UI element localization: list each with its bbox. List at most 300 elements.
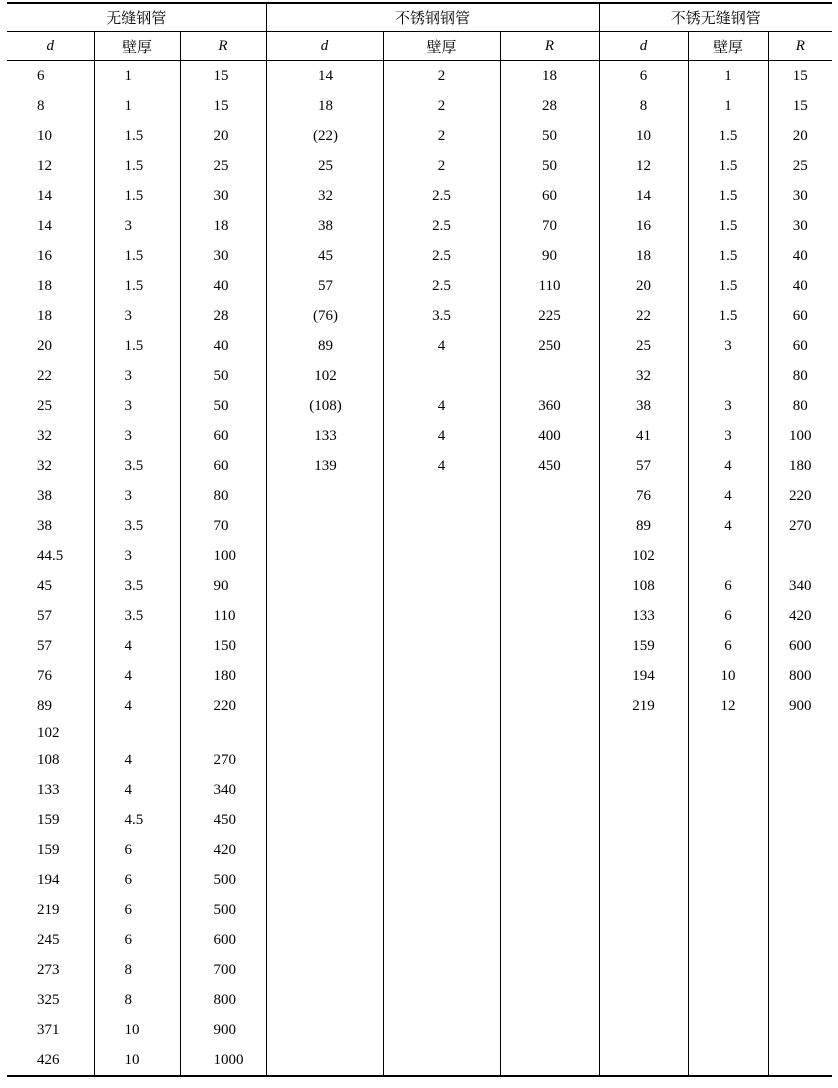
table-row: [7, 895, 832, 925]
cell-d: 32: [37, 457, 52, 474]
cell-wall: [383, 865, 500, 895]
col-header-d: d: [599, 32, 688, 61]
cell-wall: 4: [383, 421, 500, 451]
col-header-wall: 壁厚: [383, 32, 500, 61]
table-row: [7, 271, 832, 301]
table-row: [7, 451, 832, 481]
cell-wall: [383, 691, 500, 721]
cell-wall: 6: [688, 601, 768, 631]
cell-wall: 1.5: [94, 181, 180, 211]
cell-d: 32: [37, 427, 52, 444]
cell-wall: [383, 745, 500, 775]
cell-wall: 1.5: [688, 211, 768, 241]
cell-wall: [688, 1015, 768, 1045]
cell-d: 89: [37, 697, 52, 714]
cell-d: 25: [266, 151, 383, 181]
cell-d: 8: [37, 97, 45, 114]
pipe-bend-radius-table: [7, 2, 832, 1077]
cell-r: 20: [768, 121, 832, 151]
cell-wall: 3: [688, 421, 768, 451]
table-row: [7, 181, 832, 211]
cell-wall: 3: [688, 331, 768, 361]
cell-r: 500: [180, 865, 266, 895]
cell-r: 270: [180, 745, 266, 775]
cell-d: 20: [599, 271, 688, 301]
cell-d: 194: [599, 661, 688, 691]
cell-r: 420: [768, 601, 832, 631]
cell-d: 102: [599, 541, 688, 571]
cell-r: 450: [180, 805, 266, 835]
cell-r: [500, 985, 599, 1015]
cell-d: [599, 895, 688, 925]
cell-d: [599, 1015, 688, 1045]
cell-wall: [688, 721, 768, 745]
cell-wall: 3.5: [383, 301, 500, 331]
cell-wall: 4: [383, 451, 500, 481]
cell-d: 22: [37, 367, 52, 384]
cell-wall: [688, 895, 768, 925]
cell-d: 76: [37, 667, 52, 684]
cell-d: 38: [37, 487, 52, 504]
cell-d: [599, 865, 688, 895]
table-row: [7, 211, 832, 241]
cell-r: 900: [768, 691, 832, 721]
cell-d: 45: [37, 577, 52, 594]
cell-d: 18: [599, 241, 688, 271]
cell-wall: 2.5: [383, 211, 500, 241]
cell-wall: 3: [94, 541, 180, 571]
cell-r: [500, 481, 599, 511]
cell-r: [500, 1015, 599, 1045]
cell-wall: 3.5: [94, 601, 180, 631]
cell-wall: 1: [94, 91, 180, 121]
cell-d: [266, 1045, 383, 1076]
cell-d: 89: [599, 511, 688, 541]
cell-wall: [383, 925, 500, 955]
cell-d: 6: [37, 67, 45, 84]
cell-r: 800: [180, 985, 266, 1015]
cell-r: [500, 925, 599, 955]
table-row: [7, 1015, 832, 1045]
cell-d: 16: [37, 247, 52, 264]
cell-d: 44.5: [37, 547, 64, 564]
cell-r: 180: [768, 451, 832, 481]
cell-wall: 4: [383, 391, 500, 421]
table-row: [7, 835, 832, 865]
cell-d: 10: [37, 127, 52, 144]
cell-r: 80: [768, 391, 832, 421]
table-row: [7, 541, 832, 571]
cell-d: 18: [266, 91, 383, 121]
cell-wall: 4: [688, 481, 768, 511]
cell-r: 28: [180, 301, 266, 331]
cell-d: [266, 745, 383, 775]
cell-d: [266, 895, 383, 925]
cell-r: [500, 571, 599, 601]
cell-r: 30: [768, 181, 832, 211]
cell-wall: 1.5: [688, 181, 768, 211]
cell-r: 80: [768, 361, 832, 391]
cell-d: [599, 775, 688, 805]
cell-wall: [688, 805, 768, 835]
cell-d: 76: [599, 481, 688, 511]
cell-d: 219: [37, 901, 60, 918]
cell-wall: 3: [94, 211, 180, 241]
cell-d: [266, 691, 383, 721]
col-header-r: R: [500, 32, 599, 61]
cell-d: 12: [599, 151, 688, 181]
table-row: [7, 985, 832, 1015]
cell-d: 25: [599, 331, 688, 361]
cell-wall: [688, 865, 768, 895]
cell-r: 60: [180, 451, 266, 481]
table-body: [7, 61, 832, 1077]
cell-d: 12: [37, 157, 52, 174]
cell-wall: 1: [688, 61, 768, 92]
cell-wall: [383, 721, 500, 745]
table-row: [7, 61, 832, 92]
cell-d: [266, 601, 383, 631]
cell-r: 60: [180, 421, 266, 451]
cell-r: 100: [180, 541, 266, 571]
cell-d: [599, 835, 688, 865]
cell-r: 900: [180, 1015, 266, 1045]
cell-r: 20: [180, 121, 266, 151]
cell-d: 89: [266, 331, 383, 361]
cell-d: 57: [37, 607, 52, 624]
cell-d: 38: [37, 517, 52, 534]
cell-d: 194: [37, 871, 60, 888]
table-row: [7, 151, 832, 181]
table-row: [7, 91, 832, 121]
cell-r: 40: [180, 331, 266, 361]
cell-wall: [688, 775, 768, 805]
cell-wall: 10: [688, 661, 768, 691]
cell-r: [500, 775, 599, 805]
table-row: [7, 421, 832, 451]
cell-wall: [383, 571, 500, 601]
cell-d: 45: [266, 241, 383, 271]
cell-d: [266, 571, 383, 601]
cell-r: [768, 745, 832, 775]
cell-wall: 4: [688, 451, 768, 481]
cell-r: 450: [500, 451, 599, 481]
cell-wall: 8: [94, 955, 180, 985]
cell-wall: [688, 835, 768, 865]
cell-r: [500, 361, 599, 391]
cell-r: [500, 511, 599, 541]
cell-d: 22: [599, 301, 688, 331]
cell-wall: 1: [688, 91, 768, 121]
cell-r: 50: [500, 121, 599, 151]
cell-r: 340: [180, 775, 266, 805]
cell-r: 40: [768, 271, 832, 301]
cell-wall: [688, 1045, 768, 1076]
table-row: [7, 805, 832, 835]
table-row: [7, 775, 832, 805]
cell-wall: 3: [94, 361, 180, 391]
cell-r: 40: [180, 271, 266, 301]
cell-wall: 3.5: [94, 451, 180, 481]
cell-d: [599, 805, 688, 835]
cell-wall: [688, 361, 768, 391]
cell-wall: 2: [383, 91, 500, 121]
cell-r: 60: [500, 181, 599, 211]
cell-d: [266, 835, 383, 865]
cell-r: [500, 721, 599, 745]
cell-wall: 8: [94, 985, 180, 1015]
cell-wall: [688, 541, 768, 571]
cell-wall: 4: [94, 631, 180, 661]
cell-r: [500, 835, 599, 865]
cell-r: 220: [180, 691, 266, 721]
col-header-wall: 壁厚: [94, 32, 180, 61]
cell-r: 30: [768, 211, 832, 241]
cell-wall: 6: [688, 631, 768, 661]
cell-wall: 3: [94, 421, 180, 451]
cell-r: [500, 691, 599, 721]
cell-r: [500, 661, 599, 691]
cell-r: [500, 865, 599, 895]
cell-d: 32: [266, 181, 383, 211]
cell-r: 110: [180, 601, 266, 631]
cell-wall: [383, 511, 500, 541]
cell-wall: 12: [688, 691, 768, 721]
cell-r: [500, 895, 599, 925]
cell-r: [500, 1045, 599, 1076]
cell-wall: 3: [688, 391, 768, 421]
cell-wall: 6: [688, 571, 768, 601]
cell-r: [768, 895, 832, 925]
cell-wall: [688, 955, 768, 985]
cell-r: 60: [768, 331, 832, 361]
cell-wall: [383, 985, 500, 1015]
cell-r: 220: [768, 481, 832, 511]
cell-d: 57: [599, 451, 688, 481]
cell-r: 25: [768, 151, 832, 181]
cell-wall: 4: [94, 691, 180, 721]
cell-d: 25: [37, 397, 52, 414]
cell-r: 700: [180, 955, 266, 985]
cell-d: [266, 1015, 383, 1045]
cell-r: [768, 835, 832, 865]
cell-d: 133: [266, 421, 383, 451]
cell-wall: 3.5: [94, 511, 180, 541]
cell-wall: 6: [94, 835, 180, 865]
cell-d: 16: [599, 211, 688, 241]
cell-wall: 2.5: [383, 271, 500, 301]
cell-d: 159: [37, 811, 60, 828]
cell-r: 18: [180, 211, 266, 241]
cell-wall: 2: [383, 61, 500, 92]
cell-d: 371: [37, 1021, 60, 1038]
cell-wall: 1.5: [94, 331, 180, 361]
table-row: [7, 301, 832, 331]
cell-r: 180: [180, 661, 266, 691]
cell-wall: 1.5: [94, 241, 180, 271]
cell-wall: 1: [94, 61, 180, 92]
table-row: [7, 121, 832, 151]
cell-r: 225: [500, 301, 599, 331]
cell-d: 273: [37, 961, 60, 978]
table-row: [7, 745, 832, 775]
group-header-seamless: 无缝钢管: [7, 3, 266, 32]
cell-r: [768, 865, 832, 895]
cell-r: 90: [180, 571, 266, 601]
cell-r: 270: [768, 511, 832, 541]
cell-r: 110: [500, 271, 599, 301]
cell-r: [768, 721, 832, 745]
table-row: [7, 571, 832, 601]
cell-r: [180, 721, 266, 745]
cell-d: 108: [599, 571, 688, 601]
cell-d: 38: [266, 211, 383, 241]
cell-r: 600: [768, 631, 832, 661]
cell-wall: [383, 541, 500, 571]
table-row: [7, 631, 832, 661]
cell-wall: 2: [383, 121, 500, 151]
table-row: [7, 331, 832, 361]
cell-r: 500: [180, 895, 266, 925]
cell-d: 245: [37, 931, 60, 948]
cell-r: 15: [768, 91, 832, 121]
table-row: [7, 691, 832, 721]
cell-d: 325: [37, 991, 60, 1008]
cell-wall: 1.5: [688, 271, 768, 301]
cell-wall: [383, 805, 500, 835]
cell-r: [768, 805, 832, 835]
cell-d: [599, 745, 688, 775]
cell-d: [266, 541, 383, 571]
cell-r: 600: [180, 925, 266, 955]
cell-d: 41: [599, 421, 688, 451]
cell-r: 250: [500, 331, 599, 361]
cell-d: 14: [37, 217, 52, 234]
cell-wall: 1.5: [94, 271, 180, 301]
cell-wall: 1.5: [94, 121, 180, 151]
cell-r: [768, 925, 832, 955]
cell-r: [768, 1045, 832, 1076]
cell-r: 420: [180, 835, 266, 865]
cell-wall: 6: [94, 925, 180, 955]
group-header-row: [7, 3, 832, 32]
col-header-wall: 壁厚: [688, 32, 768, 61]
cell-r: 100: [768, 421, 832, 451]
cell-r: 150: [180, 631, 266, 661]
table-row: [7, 925, 832, 955]
cell-wall: [383, 601, 500, 631]
cell-r: 70: [180, 511, 266, 541]
cell-wall: [383, 631, 500, 661]
cell-d: 102: [37, 724, 60, 741]
cell-d: 10: [599, 121, 688, 151]
cell-d: [266, 775, 383, 805]
group-header-stainless: 不锈钢钢管: [266, 3, 599, 32]
cell-wall: 2.5: [383, 181, 500, 211]
cell-r: [500, 601, 599, 631]
cell-wall: 6: [94, 895, 180, 925]
cell-d: 14: [599, 181, 688, 211]
cell-r: 25: [180, 151, 266, 181]
cell-d: 18: [37, 307, 52, 324]
cell-r: 70: [500, 211, 599, 241]
cell-wall: 1.5: [688, 151, 768, 181]
cell-r: 18: [500, 61, 599, 92]
cell-wall: 3: [94, 391, 180, 421]
sub-header-row: [7, 32, 832, 61]
cell-wall: 10: [94, 1015, 180, 1045]
cell-d: 14: [266, 61, 383, 92]
cell-wall: 10: [94, 1045, 180, 1076]
cell-r: 30: [180, 241, 266, 271]
cell-d: 57: [37, 637, 52, 654]
cell-d: 32: [599, 361, 688, 391]
cell-r: [768, 1015, 832, 1045]
cell-wall: [688, 985, 768, 1015]
cell-wall: 1.5: [688, 241, 768, 271]
cell-wall: 4: [94, 745, 180, 775]
cell-r: 90: [500, 241, 599, 271]
cell-r: [768, 955, 832, 985]
cell-wall: 2.5: [383, 241, 500, 271]
cell-wall: 1.5: [688, 301, 768, 331]
cell-d: 38: [599, 391, 688, 421]
cell-d: 6: [599, 61, 688, 92]
cell-wall: 4: [688, 511, 768, 541]
table-row: [7, 865, 832, 895]
cell-d: [266, 721, 383, 745]
cell-d: [599, 721, 688, 745]
table-row: [7, 955, 832, 985]
cell-r: [500, 631, 599, 661]
cell-wall: [383, 1045, 500, 1076]
table-row: [7, 661, 832, 691]
col-header-d: d: [7, 32, 94, 61]
cell-wall: [383, 955, 500, 985]
cell-r: 1000: [180, 1045, 266, 1076]
cell-d: [266, 925, 383, 955]
cell-r: 28: [500, 91, 599, 121]
cell-r: 40: [768, 241, 832, 271]
col-header-d: d: [266, 32, 383, 61]
table-row: [7, 361, 832, 391]
cell-wall: [383, 661, 500, 691]
cell-r: 400: [500, 421, 599, 451]
cell-wall: [383, 775, 500, 805]
group-header-stainless-seamless: 不锈无缝钢管: [599, 3, 832, 32]
cell-d: 14: [37, 187, 52, 204]
table-row: [7, 721, 832, 745]
table-row: [7, 511, 832, 541]
cell-r: 360: [500, 391, 599, 421]
cell-d: 102: [266, 361, 383, 391]
cell-d: 108: [37, 751, 60, 768]
cell-r: 15: [768, 61, 832, 92]
cell-d: [599, 1045, 688, 1076]
cell-r: [768, 775, 832, 805]
cell-wall: 4.5: [94, 805, 180, 835]
cell-r: [500, 745, 599, 775]
cell-r: 340: [768, 571, 832, 601]
cell-wall: 4: [94, 661, 180, 691]
cell-wall: 1.5: [94, 151, 180, 181]
cell-wall: 1.5: [688, 121, 768, 151]
cell-wall: [383, 1015, 500, 1045]
cell-wall: 4: [383, 331, 500, 361]
cell-d: 18: [37, 277, 52, 294]
cell-d: [266, 955, 383, 985]
cell-d: [599, 955, 688, 985]
